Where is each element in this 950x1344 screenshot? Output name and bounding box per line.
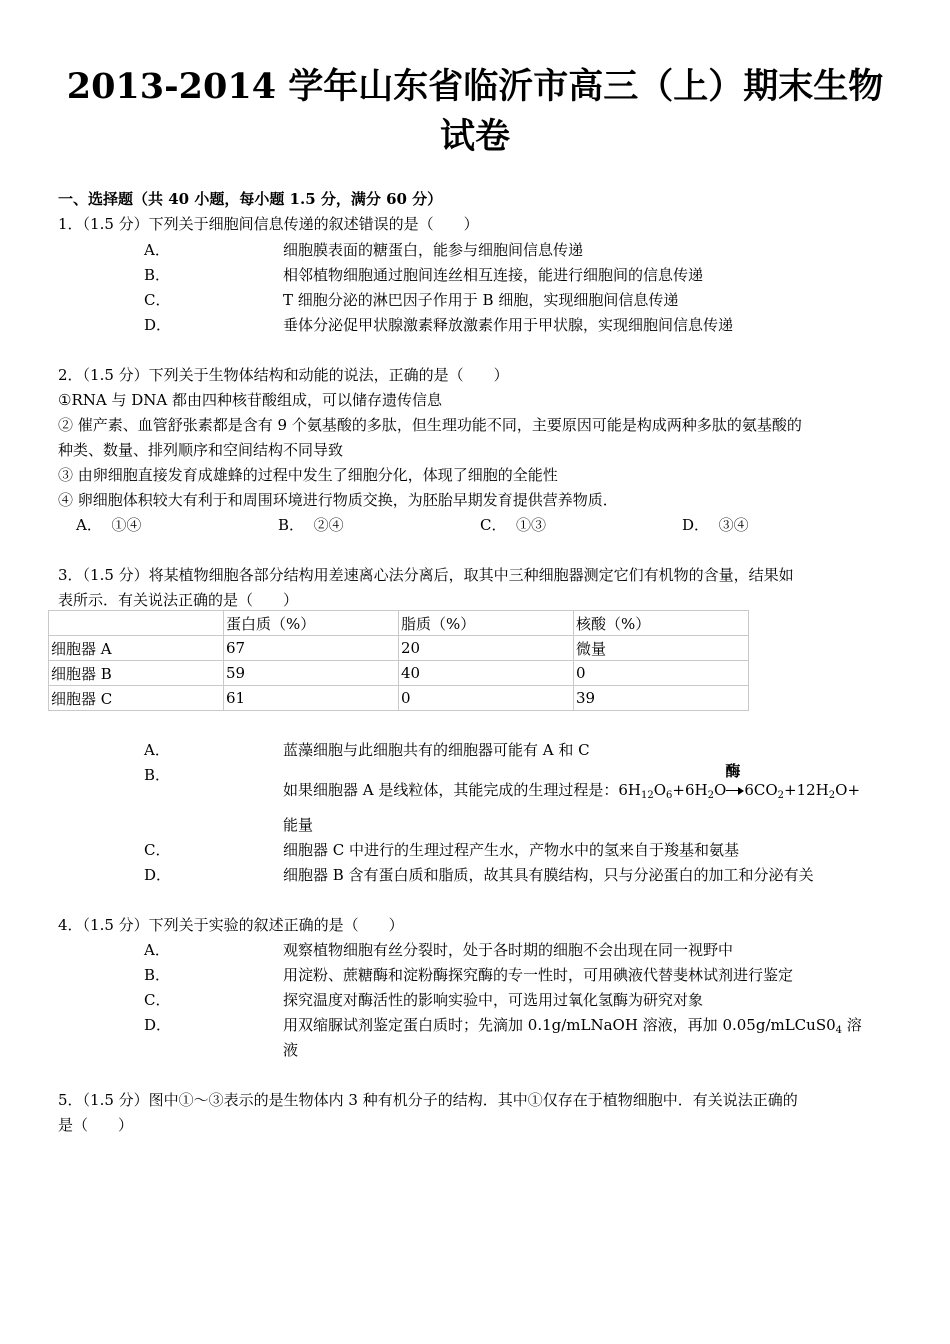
q1-stem: 1．（1.5 分）下列关于细胞间信息传递的叙述错误的是（ ）: [58, 215, 479, 233]
enzyme-arrow: [725, 762, 744, 798]
q2-option-a-letter: A．: [76, 516, 102, 534]
title-line-1: 2013-2014 学年山东省临沂市高三（上）期末生物: [66, 66, 884, 107]
table-cell: 61: [224, 686, 399, 711]
table-cell: 细胞器 B: [49, 661, 224, 686]
q1-option-a-text: 细胞膜表面的糖蛋白，能参与细胞间信息传递: [283, 241, 584, 259]
q1-option-d-text: 垂体分泌促甲状腺激素释放激素作用于甲状腺，实现细胞间信息传递: [283, 316, 734, 334]
table-header-cell: [49, 611, 224, 636]
q4-option-d-text: 用双缩脲试剂鉴定蛋白质时；先滴加 0.1g/mLNaOH 溶液，再加 $0.05g/mLCuS0_4$ 溶: [283, 1016, 862, 1036]
q1-option-c-letter: C．: [144, 291, 171, 309]
q2-option-c-text: ①③: [516, 516, 547, 534]
title-line-2: 试卷: [439, 116, 510, 157]
table-cell: 67: [224, 636, 399, 661]
table-cell: 20: [399, 636, 574, 661]
table-header-cell: 核酸（%）: [574, 611, 749, 636]
q2-statement-1: ①RNA 与 DNA 都由四种核苷酸组成，可以储存遗传信息: [58, 391, 442, 409]
q2-option-d-letter: D．: [682, 516, 710, 534]
q2-statement-2-line-2: 种类、数量、排列顺序和空间结构不同导致: [58, 441, 344, 459]
q2-stem: 2．（1.5 分）下列关于生物体结构和动能的说法，正确的是（ ）: [58, 366, 509, 384]
q5-stem-line-1: 5．（1.5 分）图中①～③表示的是生物体内 3 种有机分子的结构．其中①仅存在于植物细胞中．有关说法正确的: [58, 1091, 798, 1109]
q2-option-d: [682, 514, 749, 536]
table-row: [49, 636, 749, 661]
q2-option-a-text: ①④: [111, 516, 142, 534]
table-cell: 39: [574, 686, 749, 711]
q2-option-b-letter: B．: [278, 516, 305, 534]
q5-stem-line-2: 是（ ）: [58, 1116, 134, 1134]
q4-option-a-letter: A．: [144, 941, 170, 959]
table-cell: 40: [399, 661, 574, 686]
table-row: [49, 661, 749, 686]
table-cell: 细胞器 A: [49, 636, 224, 661]
q4-option-b-letter: B．: [144, 966, 171, 984]
section-heading: 一、选择题（共 40 小题，每小题 1.5 分，满分 60 分）: [58, 190, 443, 208]
q1-option-a-letter: A．: [144, 241, 170, 259]
q2-option-c: [480, 514, 546, 536]
table-header-cell: 脂质（%）: [399, 611, 574, 636]
document-title: [40, 62, 910, 162]
reaction-equation: $6H_{12}O_6+6H_2O$ 酶 $6CO_2+12H_2O+$: [618, 762, 861, 801]
enzyme-label: 酶: [725, 762, 741, 780]
q4-option-c-text: 探究温度对酶活性的影响实验中，可选用过氧化氢酶为研究对象: [283, 991, 704, 1009]
q3-option-d-letter: D．: [144, 866, 172, 884]
q2-option-d-text: ③④: [718, 516, 749, 534]
q3-option-d-text: 细胞器 B 含有蛋白质和脂质，故其具有膜结构，只与分泌蛋白的加工和分泌有关: [283, 866, 814, 884]
q4-option-d-line-1: 用双缩脲试剂鉴定蛋白质时；先滴加 0.1g/mLNaOH 溶液，再加 0.05g/mLCuS0: [283, 1016, 836, 1034]
table-cell: 微量: [574, 636, 749, 661]
q4-option-c-letter: C．: [144, 991, 171, 1009]
table-cell: 0: [574, 661, 749, 686]
q4-option-b-text: 用淀粉、蔗糖酶和淀粉酶探究酶的专一性时，可用碘液代替斐林试剂进行鉴定: [283, 966, 794, 984]
table-header-cell: 蛋白质（%）: [224, 611, 399, 636]
q2-option-b-text: ②④: [313, 516, 344, 534]
q4-option-d-letter: D．: [144, 1016, 172, 1034]
q2-option-a: [76, 514, 141, 536]
q3-option-c-letter: C．: [144, 841, 171, 859]
q3-stem-line-1: 3．（1.5 分）将某植物细胞各部分结构用差速离心法分离后，取其中三种细胞器测定它们有机物的含量，结果如: [58, 566, 794, 584]
q1-option-b-letter: B．: [144, 266, 171, 284]
q2-statement-2-line-1: ② 催产素、血管舒张素都是含有 9 个氨基酸的多肽，但生理功能不同，主要原因可能是构成两种多肽的氨基酸的: [58, 416, 802, 434]
q4-option-a-text: 观察植物细胞有丝分裂时，处于各时期的细胞不会出现在同一视野中: [283, 941, 734, 959]
q3-option-b-prefix: 如果细胞器 A 是线粒体，其能完成的生理过程是：: [283, 781, 619, 799]
q3-data-table: [48, 610, 749, 711]
q3-option-b-text: [283, 762, 861, 801]
q3-option-c-text: 细胞器 C 中进行的生理过程产生水，产物水中的氢来自于羧基和氨基: [283, 841, 740, 859]
q1-option-c-text: T 细胞分泌的淋巴因子作用于 B 细胞，实现细胞间信息传递: [283, 291, 679, 309]
q2-statement-3: ③ 由卵细胞直接发育成雄蜂的过程中发生了细胞分化，体现了细胞的全能性: [58, 466, 558, 484]
q2-option-c-letter: C．: [480, 516, 507, 534]
q1-option-d-letter: D．: [144, 316, 172, 334]
q3-option-b-letter: B．: [144, 766, 171, 784]
q3-option-a-letter: A．: [144, 741, 170, 759]
q2-statement-4: ④ 卵细胞体积较大有利于和周围环境进行物质交换，为胚胎早期发育提供营养物质．: [58, 491, 618, 509]
q4-option-d-line-2: 液: [283, 1041, 299, 1059]
table-header-row: [49, 611, 749, 636]
q2-option-b: [278, 514, 344, 536]
q1-option-b-text: 相邻植物细胞通过胞间连丝相互连接，能进行细胞间的信息传递: [283, 266, 704, 284]
table-cell: 59: [224, 661, 399, 686]
table-row: [49, 686, 749, 711]
table-cell: 细胞器 C: [49, 686, 224, 711]
q3-option-b-tail: 能量: [283, 816, 314, 834]
q4-stem: 4．（1.5 分）下列关于实验的叙述正确的是（ ）: [58, 916, 404, 934]
q3-option-a-text: 蓝藻细胞与此细胞共有的细胞器可能有 A 和 C: [283, 741, 590, 759]
table-cell: 0: [399, 686, 574, 711]
q3-stem-line-2: 表所示．有关说法正确的是（ ）: [58, 591, 299, 609]
